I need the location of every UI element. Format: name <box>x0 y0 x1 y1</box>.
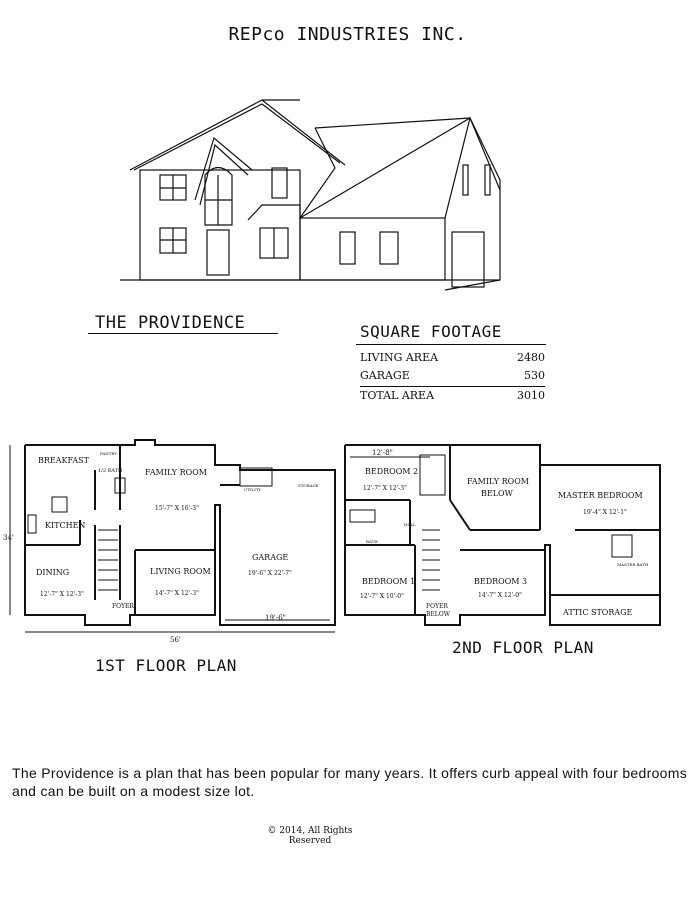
room-dim-bedroom-3: 14'-7" X 12'-0" <box>478 592 522 599</box>
room-dim-bedroom-1: 12'-7" X 10'-0" <box>360 593 404 600</box>
room-label-storage: STORAGE <box>298 483 319 488</box>
first-floor-plan-title: 1ST FLOOR PLAN <box>95 656 237 675</box>
dim-width: 56' <box>170 636 181 644</box>
room-label-bedroom-3: BEDROOM 3 <box>474 577 528 586</box>
room-label-living-room: LIVING ROOM <box>150 567 211 576</box>
sqft-label: LIVING AREA <box>360 351 439 364</box>
room-label-half-bath: 1/2 BATH <box>98 468 123 474</box>
room-label-foyer-below-2: BELOW <box>426 611 450 618</box>
plan-description: The Providence is a plan that has been popular for many years. It offers curb appeal with four bedrooms and can be built on a modest size lot. <box>12 765 688 799</box>
square-footage-title: SQUARE FOOTAGE <box>360 322 502 341</box>
copyright <box>0 826 620 846</box>
room-dim-master-bedroom: 19'-4" X 12'-1" <box>583 509 627 516</box>
sqft-value: 530 <box>524 369 545 382</box>
room-label-foyer-below: FOYER <box>426 603 448 610</box>
room-dim-dining: 12'-7" X 12'-3" <box>40 591 84 598</box>
dim-garage-door: 19'-6" <box>265 614 286 622</box>
copyright-line-1: © 2014, All Rights <box>267 826 353 836</box>
room-label-family-room: FAMILY ROOM <box>145 468 207 477</box>
room-label-hall: HALL <box>404 522 416 527</box>
room-label-utility: UTILITY <box>244 487 262 492</box>
room-label-bedroom-1: BEDROOM 1 <box>362 577 416 586</box>
room-dim-bedroom-2: 12'-7" X 12'-3" <box>363 485 407 492</box>
room-label-dining: DINING <box>36 568 70 577</box>
room-dim-garage: 19'-6" X 22'-7" <box>248 570 292 577</box>
room-label-family-room-below: FAMILY ROOM <box>467 477 529 486</box>
room-dim-family-room: 15'-7" X 16'-3" <box>155 505 199 512</box>
room-label-foyer: FOYER <box>112 603 134 610</box>
plan-name: THE PROVIDENCE <box>95 313 246 333</box>
dim-depth: 34' <box>3 534 14 542</box>
room-label-bedroom-2: BEDROOM 2 <box>365 467 419 476</box>
room-label-kitchen: KITCHEN <box>45 521 86 530</box>
room-label-breakfast: BREAKFAST <box>38 456 89 465</box>
room-dim-living-room: 14'-7" X 12'-3" <box>155 590 199 597</box>
room-label-master-bedroom: MASTER BEDROOM <box>558 491 643 500</box>
room-label-garage: GARAGE <box>252 553 289 562</box>
room-label-family-room-below-2: BELOW <box>481 489 513 498</box>
second-floor-plan-title: 2ND FLOOR PLAN <box>452 638 594 657</box>
copyright-line-2: Reserved <box>288 836 332 846</box>
room-label-bath: BATH <box>366 539 378 544</box>
company-name: REPco INDUSTRIES INC. <box>228 24 467 45</box>
sqft-value: 3010 <box>517 389 545 402</box>
dim-top-2nd: 12'-8" <box>372 449 393 457</box>
sqft-value: 2480 <box>517 351 545 364</box>
sqft-label: GARAGE <box>360 369 410 382</box>
room-label-master-bath: MASTER BATH <box>617 562 649 567</box>
room-label-pantry: PANTRY <box>100 451 117 456</box>
sqft-label: TOTAL AREA <box>360 389 435 402</box>
room-label-attic-storage: ATTIC STORAGE <box>563 608 633 617</box>
